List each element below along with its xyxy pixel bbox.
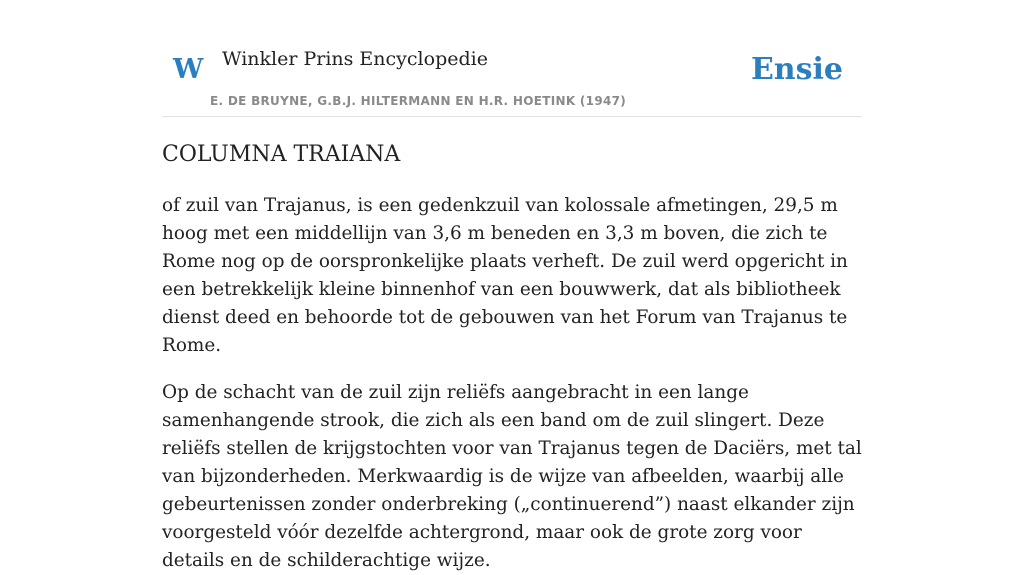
page-header	[162, 0, 862, 117]
ensie-logo[interactable]: Ensie	[750, 52, 843, 87]
publication-authors: E. DE BRUYNE, G.B.J. HILTERMANN EN H.R. HOETINK (1947)	[210, 94, 627, 108]
article-paragraph-2: Op de schacht van de zuil zijn reliëfs aangebracht in een lange samenhangende strook, die zich als een band om de zuil slingert. Deze reliëfs stellen de krijgstochten voor van Trajanus tegen de Daciërs, met tal van bijzonderheden. Merkwaardig is de wijze van afbeelden, waarbij alle gebeurtenissen zonder onderbreking („continuerend”) naast elkander zijn voorgesteld vóór dezelfde achtergrond, maar ook de grote zorg voor details en de schilderachtige wijze.	[162, 382, 862, 571]
article-title: COLUMNA TRAIANA	[162, 142, 401, 167]
publication-title[interactable]: Winkler Prins Encyclopedie	[222, 48, 488, 70]
article-paragraph-1: of zuil van Trajanus, is een gedenkzuil van kolossale afmetingen, 29,5 m hoog met een middellijn van 3,6 m beneden en 3,3 m boven, die zich te Rome nog op de oorspronkelijke plaats verheft. De zuil werd opgericht in een betrekkelijk kleine binnenhof van een bouwwerk, dat als bibliotheek dienst deed en behoorde tot de gebouwen van het Forum van Trajanus te Rome.	[162, 195, 848, 356]
publication-logo[interactable]: W	[173, 54, 204, 85]
article	[162, 138, 862, 575]
